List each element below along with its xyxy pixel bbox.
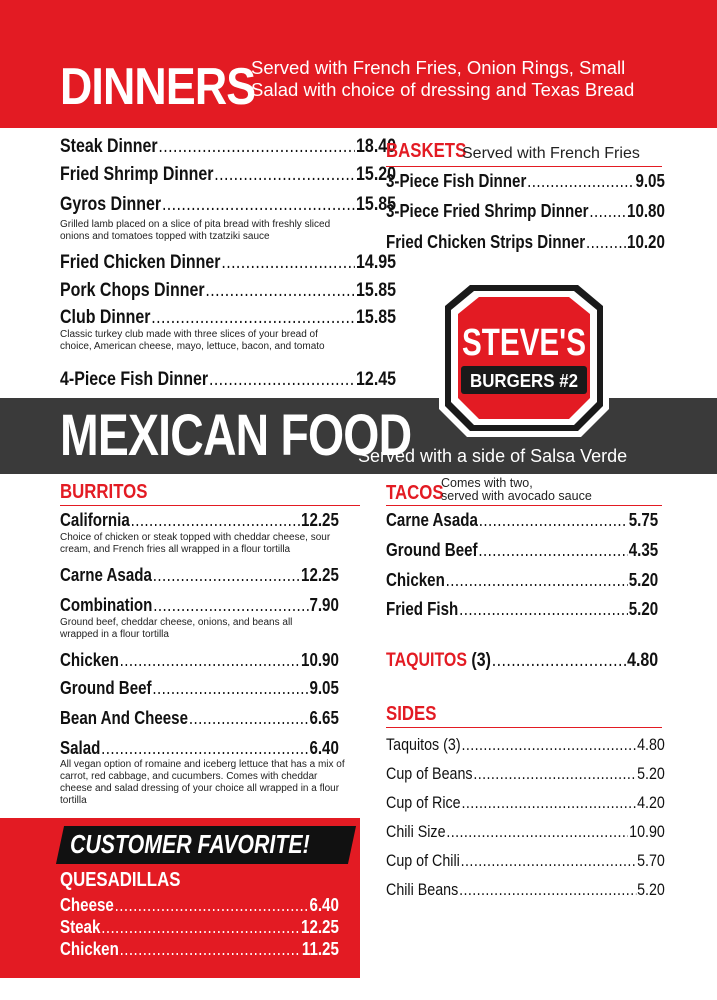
menu-item-taco-ground-beef xyxy=(386,540,658,561)
menu-item-burrito-salad xyxy=(60,738,339,759)
menu-item-pork-chops-dinner xyxy=(60,280,396,302)
tacos-subtitle-line1: Comes with two, xyxy=(441,476,533,490)
menu-item-gyros-dinner xyxy=(60,194,396,216)
item-name: Chicken xyxy=(60,939,119,959)
item-price: 12.25 xyxy=(301,565,339,585)
customer-favorite-label: CUSTOMER FAVORITE! xyxy=(70,829,310,859)
menu-item-burrito-combination xyxy=(60,595,339,616)
item-price: 10.90 xyxy=(629,822,665,841)
menu-item-fried-shrimp-dinner xyxy=(60,164,396,186)
item-price: 15.85 xyxy=(356,194,396,215)
item-price: 6.40 xyxy=(309,738,339,758)
item-name: Bean And Cheese xyxy=(60,708,189,728)
logo-line1: STEVE'S xyxy=(462,322,586,364)
item-description: Grilled lamb placed on a slice of pita bread with freshly sliced onions and tomatoes topped with tzatziki sauce xyxy=(60,219,331,242)
item-name: California xyxy=(60,510,130,530)
taquitos-title: TAQUITOS xyxy=(386,650,467,671)
item-price: 14.95 xyxy=(356,252,396,273)
item-description: Ground beef, cheddar cheese, onions, and beans all wrapped in a flour tortilla xyxy=(60,617,293,640)
dinners-subtitle: Served with French Fries, Onion Rings, Small Salad with choice of dressing and Texas Bread xyxy=(251,57,635,100)
menu-item-quesadilla-steak xyxy=(60,917,339,938)
item-price: 7.90 xyxy=(309,595,339,615)
item-price: 9.05 xyxy=(635,171,665,191)
menu-item-fried-chicken-strips-dinner xyxy=(386,232,665,253)
menu-item-side-chili-beans xyxy=(386,880,665,900)
burritos-title: BURRITOS xyxy=(60,481,148,503)
item-name: Steak Dinner xyxy=(60,136,158,157)
item-price: 11.25 xyxy=(301,939,339,959)
logo-line2: BURGERS #2 xyxy=(470,371,578,391)
item-price: 10.80 xyxy=(627,201,665,221)
item-name: Chili Beans xyxy=(386,880,459,899)
item-name: Club Dinner xyxy=(60,307,151,328)
item-price: 9.05 xyxy=(309,678,339,698)
menu-item-side-taquitos xyxy=(386,735,665,755)
menu-item-club-dinner xyxy=(60,307,396,329)
item-price: 4.80 xyxy=(637,735,665,754)
item-price: 4.20 xyxy=(637,793,665,812)
item-price: 6.40 xyxy=(309,895,339,915)
item-price: 15.20 xyxy=(356,164,396,185)
menu-item-taco-fried-fish xyxy=(386,599,658,620)
sides-title: SIDES xyxy=(386,703,437,725)
menu-item-burrito-california xyxy=(60,510,339,531)
menu-item-taco-carne-asada xyxy=(386,510,658,531)
item-description: Classic turkey club made with three slices of your bread of choice, American cheese, mayo, lettuce, bacon, and tomato xyxy=(60,329,325,352)
item-name: 3-Piece Fried Shrimp Dinner xyxy=(386,201,589,221)
menu-item-taco-chicken xyxy=(386,570,658,591)
item-name: Gyros Dinner xyxy=(60,194,162,215)
mexican-food-title: MEXICAN FOOD xyxy=(60,403,412,468)
menu-item-3-piece-fried-shrimp-dinner xyxy=(386,201,665,222)
item-price: 5.20 xyxy=(628,570,659,590)
dinners-title: DINNERS xyxy=(60,58,256,116)
menu-item-burrito-carne-asada xyxy=(60,565,339,586)
menu-item-side-cup-of-rice xyxy=(386,793,665,813)
item-name: Chicken xyxy=(386,570,445,590)
item-price: 5.70 xyxy=(637,851,665,870)
item-name: Taquitos (3) xyxy=(386,735,461,754)
menu-item-side-chili-size xyxy=(386,822,665,842)
item-price: 10.90 xyxy=(301,650,339,670)
item-price: 12.45 xyxy=(356,369,396,390)
tacos-rule xyxy=(386,505,662,506)
item-name: Cup of Chili xyxy=(386,851,460,870)
item-price: 12.25 xyxy=(301,510,339,530)
item-name: Carne Asada xyxy=(60,565,152,585)
menu-item-4-piece-fish-dinner xyxy=(60,369,396,391)
item-name: Cheese xyxy=(60,895,114,915)
item-name: 4-Piece Fish Dinner xyxy=(60,369,209,390)
steves-burgers-logo xyxy=(437,277,611,439)
item-price: 4.35 xyxy=(628,540,659,560)
baskets-subtitle: Served with French Fries xyxy=(462,145,640,162)
item-price: 10.20 xyxy=(627,232,665,252)
item-name: 3-Piece Fish Dinner xyxy=(386,171,527,191)
tacos-subtitle-line2: served with avocado sauce xyxy=(441,489,592,503)
item-name: Fried Fish xyxy=(386,599,459,619)
menu-item-quesadilla-chicken xyxy=(60,939,339,960)
item-name: Chili Size xyxy=(386,822,446,841)
item-description: Choice of chicken or steak topped with cheddar cheese, sour cream, and French fries all wrapped in a flour tortilla xyxy=(60,532,331,555)
burritos-rule xyxy=(60,505,360,506)
item-name: Cup of Rice xyxy=(386,793,461,812)
item-price: 15.85 xyxy=(356,307,396,328)
item-name: Steak xyxy=(60,917,101,937)
item-name: Combination xyxy=(60,595,153,615)
menu-item-taquitos xyxy=(386,650,658,672)
item-name: Pork Chops Dinner xyxy=(60,280,205,301)
item-name: Fried Shrimp Dinner xyxy=(60,164,214,185)
menu-item-burrito-chicken xyxy=(60,650,339,671)
menu-item-fried-chicken-dinner xyxy=(60,252,396,274)
menu-item-quesadilla-cheese xyxy=(60,895,339,916)
item-price: 5.75 xyxy=(628,510,659,530)
item-name: Ground Beef xyxy=(60,678,152,698)
item-price: 18.40 xyxy=(356,136,396,157)
item-name: Chicken xyxy=(60,650,119,670)
item-name: Carne Asada xyxy=(386,510,478,530)
item-price: 4.80 xyxy=(627,650,659,671)
tacos-subtitle xyxy=(441,477,592,503)
menu-item-side-cup-of-chili xyxy=(386,851,665,871)
item-name: Salad xyxy=(60,738,101,758)
taquitos-qty: (3) xyxy=(471,650,491,671)
item-price: 5.20 xyxy=(628,599,659,619)
menu-item-burrito-ground-beef xyxy=(60,678,339,699)
item-name: Fried Chicken Strips Dinner xyxy=(386,232,586,252)
tacos-title: TACOS xyxy=(386,482,444,504)
menu-item-burrito-bean-and-cheese xyxy=(60,708,339,729)
menu-item-side-cup-of-beans xyxy=(386,764,665,784)
item-name: Fried Chicken Dinner xyxy=(60,252,221,273)
item-name: Ground Beef xyxy=(386,540,478,560)
menu-item-steak-dinner xyxy=(60,136,396,158)
item-price: 12.25 xyxy=(301,917,339,937)
mexican-food-subtitle: Served with a side of Salsa Verde xyxy=(358,446,628,466)
quesadillas-title: QUESADILLAS xyxy=(60,869,181,891)
item-price: 5.20 xyxy=(637,880,665,899)
item-price: 5.20 xyxy=(637,764,665,783)
baskets-title: BASKETS xyxy=(386,140,467,162)
item-name: Cup of Beans xyxy=(386,764,473,783)
sides-rule xyxy=(386,727,662,728)
item-price: 15.85 xyxy=(356,280,396,301)
menu-item-3-piece-fish-dinner xyxy=(386,171,665,192)
item-description: All vegan option of romaine and iceberg lettuce that has a mix of carrot, red cabbage, and cucumbers. Comes with cheddar cheese and salad dressing of your choice all wrapped in a flour tortilla xyxy=(60,759,345,806)
item-price: 6.65 xyxy=(309,708,339,728)
